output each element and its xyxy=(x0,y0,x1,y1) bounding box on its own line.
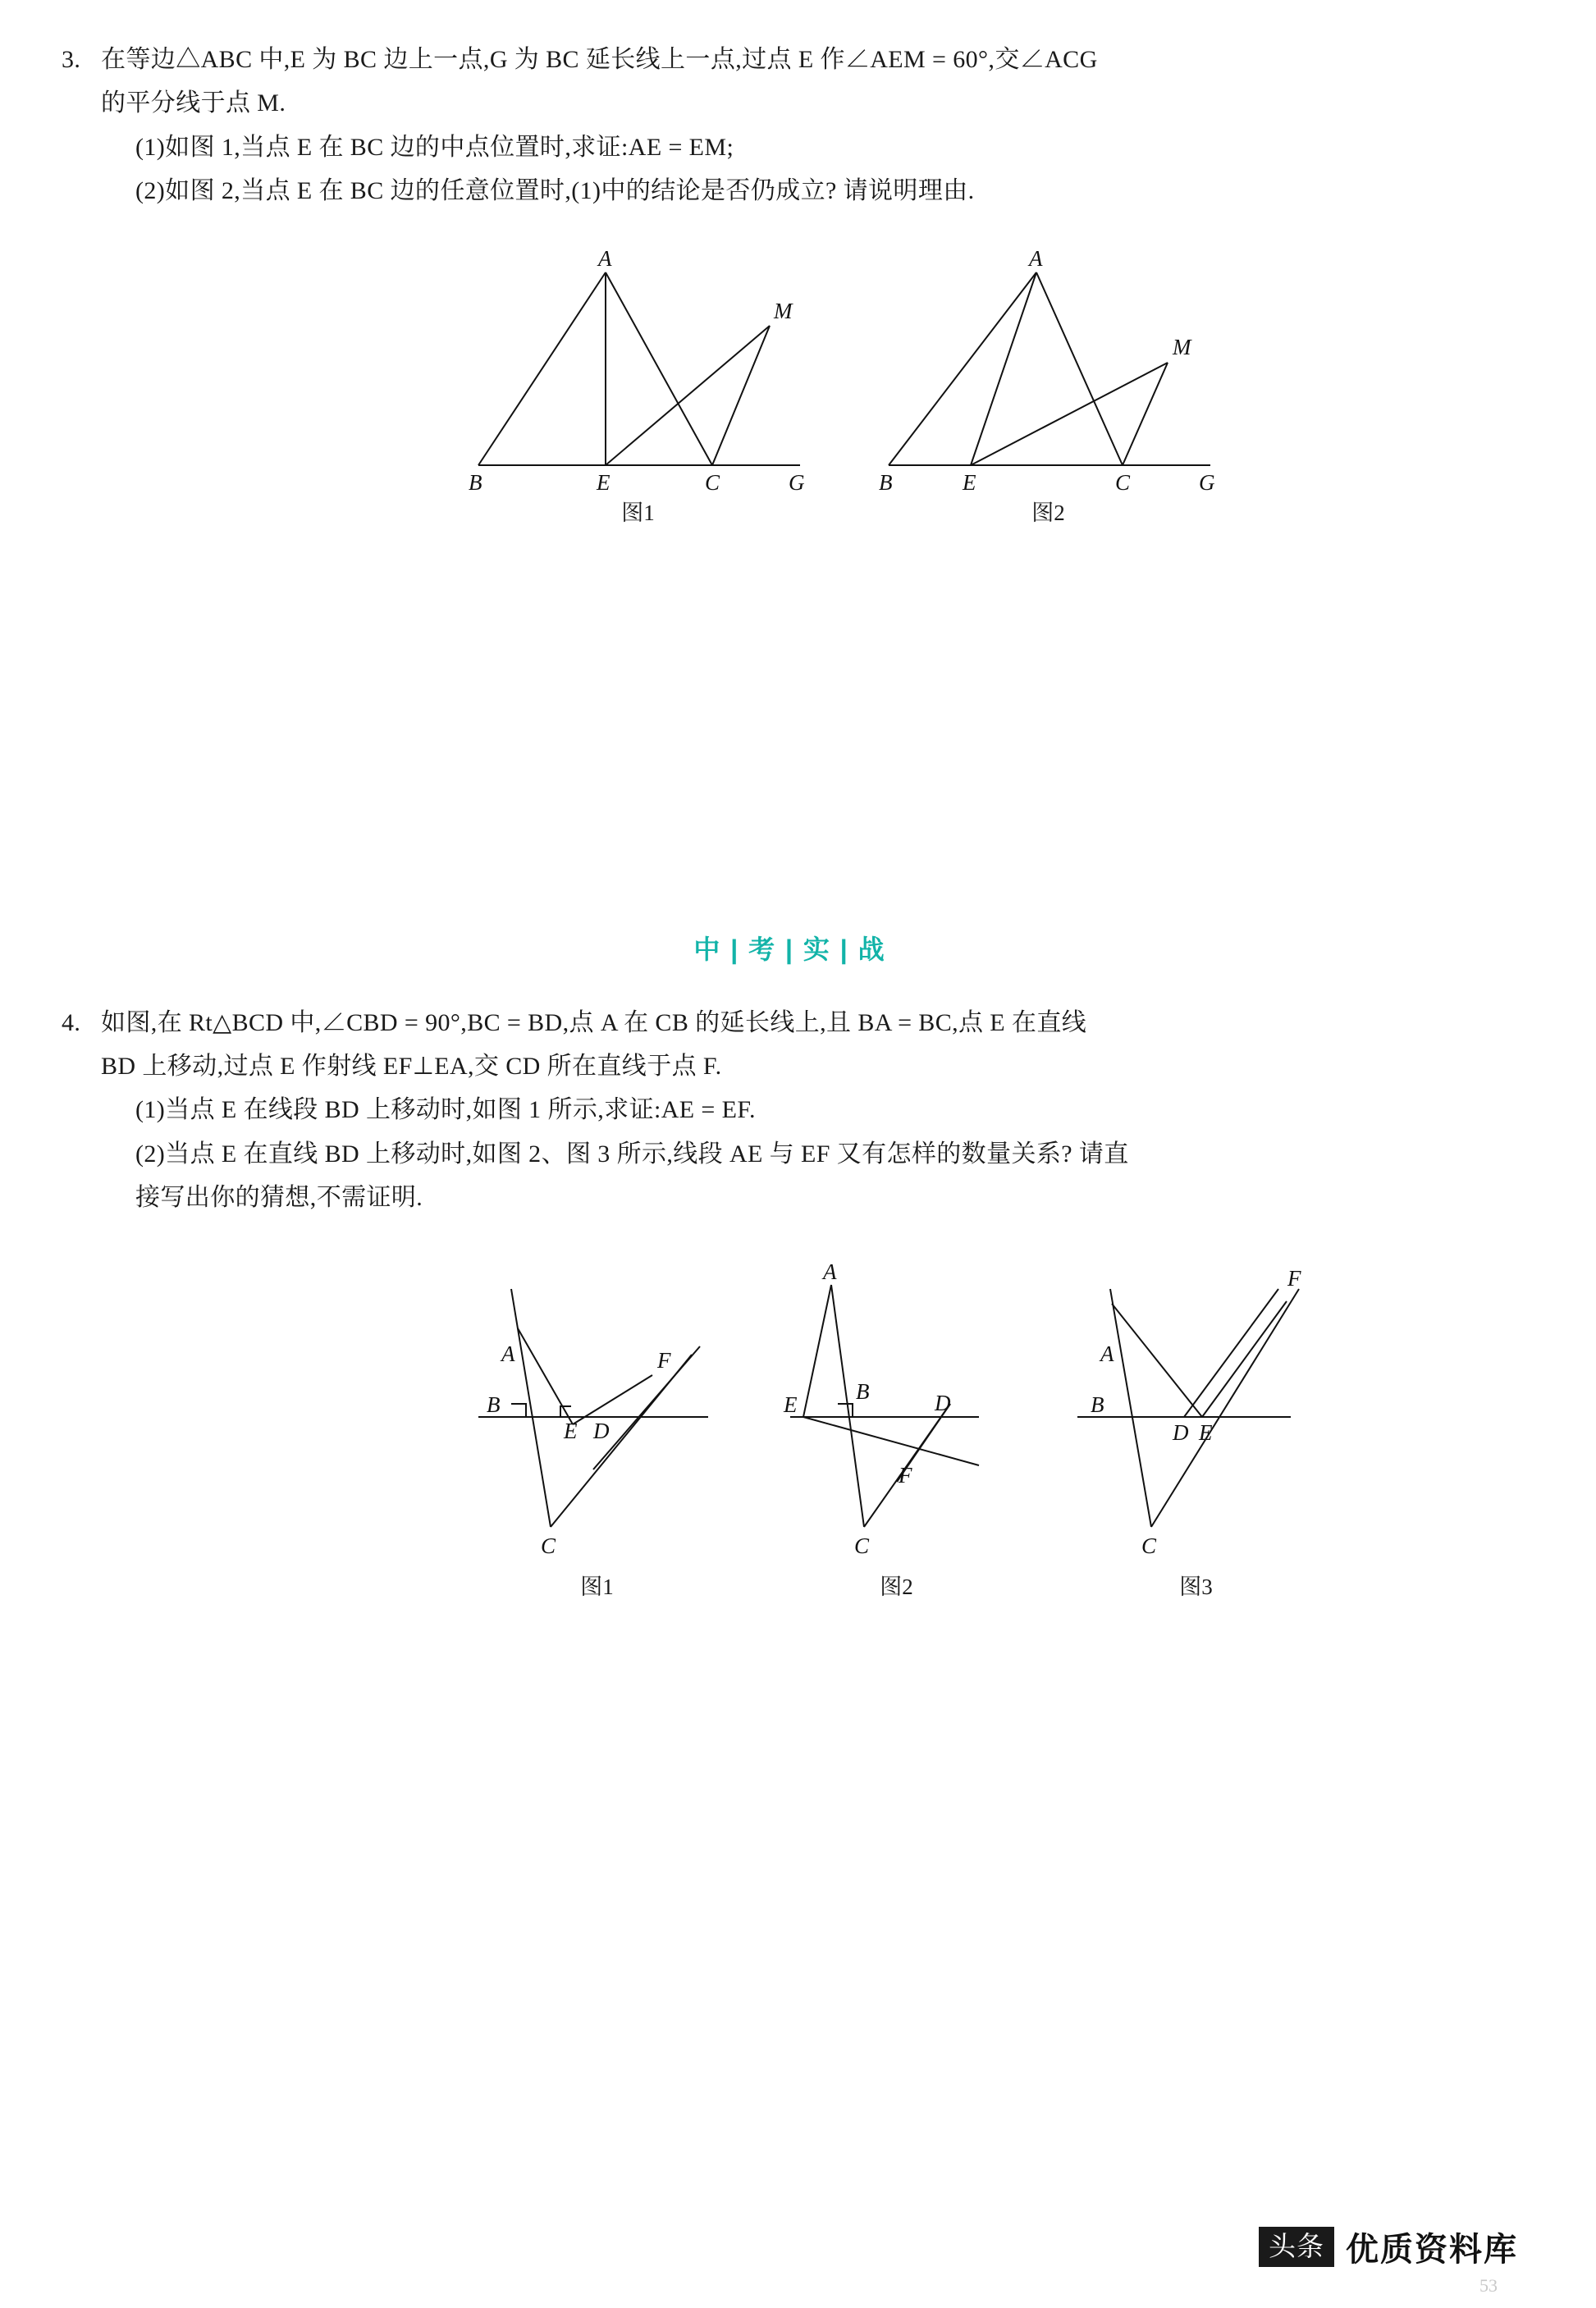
figure-3-2-label-B: B xyxy=(878,469,892,494)
figure-4-1-label-F: F xyxy=(656,1347,670,1373)
figure-4-2-label-B: B xyxy=(855,1378,869,1404)
figure-3-2-caption: 图2 xyxy=(1031,500,1065,525)
problem-4-sub-2 xyxy=(101,1132,1518,1220)
problem-3-line-2: 的平分线于点 M. xyxy=(101,89,286,117)
figure-3-1-label-B: B xyxy=(468,469,482,494)
figure-4-1-label-C: C xyxy=(540,1533,556,1558)
figure-4-1-label-B: B xyxy=(486,1392,500,1417)
problem-3-number: 3. xyxy=(62,46,81,73)
figure-4-1 xyxy=(462,1256,733,1601)
figure-4-3-label-E: E xyxy=(1198,1419,1212,1445)
figure-4-1-drawing xyxy=(462,1256,733,1568)
page-number: 53 xyxy=(1479,2275,1498,2296)
figure-4-3 xyxy=(1061,1256,1332,1601)
problem-4-sub-1: (1)当点 E 在线段 BD 上移动时,如图 1 所示,求证:AE = EF. xyxy=(135,1096,756,1124)
problem-4 xyxy=(62,1001,1518,1220)
figure-4-3-label-B: B xyxy=(1090,1392,1104,1417)
figure-4-2-caption: 图2 xyxy=(880,1574,913,1599)
section-banner: 中 | 考 | 实 | 战 xyxy=(693,934,886,964)
figure-3-2-drawing xyxy=(872,248,1225,494)
figure-3-1-label-M: M xyxy=(773,298,792,323)
figure-4-2-label-E: E xyxy=(783,1392,797,1417)
figure-3-1 xyxy=(462,248,815,527)
figure-4-1-label-A: A xyxy=(501,1341,514,1366)
figure-3-1-label-G: G xyxy=(788,469,804,494)
problem-4-number: 4. xyxy=(62,1008,81,1036)
figure-3-2 xyxy=(872,248,1225,527)
figure-4-2-label-D: D xyxy=(934,1390,950,1415)
figure-4-2-label-C: C xyxy=(853,1533,869,1558)
figure-4-1-label-D: D xyxy=(592,1418,609,1443)
figure-3-2-label-G: G xyxy=(1198,469,1214,494)
figure-4-3-label-F: F xyxy=(1287,1265,1301,1291)
figure-3-1-drawing xyxy=(462,248,815,494)
toutiao-badge: 头条 xyxy=(1259,2227,1334,2267)
figure-3-2-label-A: A xyxy=(1028,247,1042,271)
figure-4-2 xyxy=(774,1256,1020,1601)
figure-3-2-label-M: M xyxy=(1172,334,1191,359)
problem-4-sub-2-line-1: (2)当点 E 在直线 BD 上移动时,如图 2、图 3 所示,线段 AE 与 EF 又有怎样的数量关系? 请直 xyxy=(135,1140,1129,1168)
footer-watermark xyxy=(1259,2223,1518,2270)
problem-3 xyxy=(62,38,1518,213)
brand-name: 优质资料库 xyxy=(1346,2232,1518,2268)
problem-4-line-2: BD 上移动,过点 E 作射线 EF⊥EA,交 CD 所在直线于点 F. xyxy=(101,1052,722,1080)
problem-3-figures xyxy=(62,248,1518,527)
problem-4-figures xyxy=(62,1256,1518,1601)
figure-4-2-label-A: A xyxy=(822,1259,836,1284)
figure-4-3-drawing xyxy=(1061,1256,1332,1568)
problem-3-line-1: 在等边△ABC 中,E 为 BC 边上一点,G 为 BC 延长线上一点,过点 E 作∠AEM = 60°,交∠ACG xyxy=(101,46,1098,73)
figure-4-3-label-C: C xyxy=(1141,1533,1156,1558)
figure-4-1-caption: 图1 xyxy=(580,1574,614,1599)
figure-4-1-label-E: E xyxy=(563,1418,577,1443)
figure-3-2-label-E: E xyxy=(962,469,976,494)
problem-3-sub-2: (2)如图 2,当点 E 在 BC 边的任意位置时,(1)中的结论是否仍成立? 请说明理由. xyxy=(135,177,975,205)
figure-4-2-drawing xyxy=(774,1256,1020,1568)
figure-3-1-label-C: C xyxy=(704,469,720,494)
figure-3-2-label-C: C xyxy=(1114,469,1130,494)
figure-4-3-caption: 图3 xyxy=(1179,1574,1213,1599)
figure-3-1-caption: 图1 xyxy=(621,500,655,525)
figure-3-1-label-A: A xyxy=(597,247,611,271)
figure-4-2-label-F: F xyxy=(898,1462,912,1488)
figure-4-3-label-A: A xyxy=(1100,1341,1114,1366)
figure-4-3-label-D: D xyxy=(1172,1419,1188,1445)
problem-4-sub-2-line-2: 接写出你的猜想,不需证明. xyxy=(135,1184,423,1212)
problem-4-line-1: 如图,在 Rt△BCD 中,∠CBD = 90°,BC = BD,点 A 在 CB 的延长线上,且 BA = BC,点 E 在直线 xyxy=(101,1008,1087,1036)
figure-3-1-label-E: E xyxy=(596,469,610,494)
problem-3-sub-1: (1)如图 1,当点 E 在 BC 边的中点位置时,求证:AE = EM; xyxy=(135,133,734,161)
